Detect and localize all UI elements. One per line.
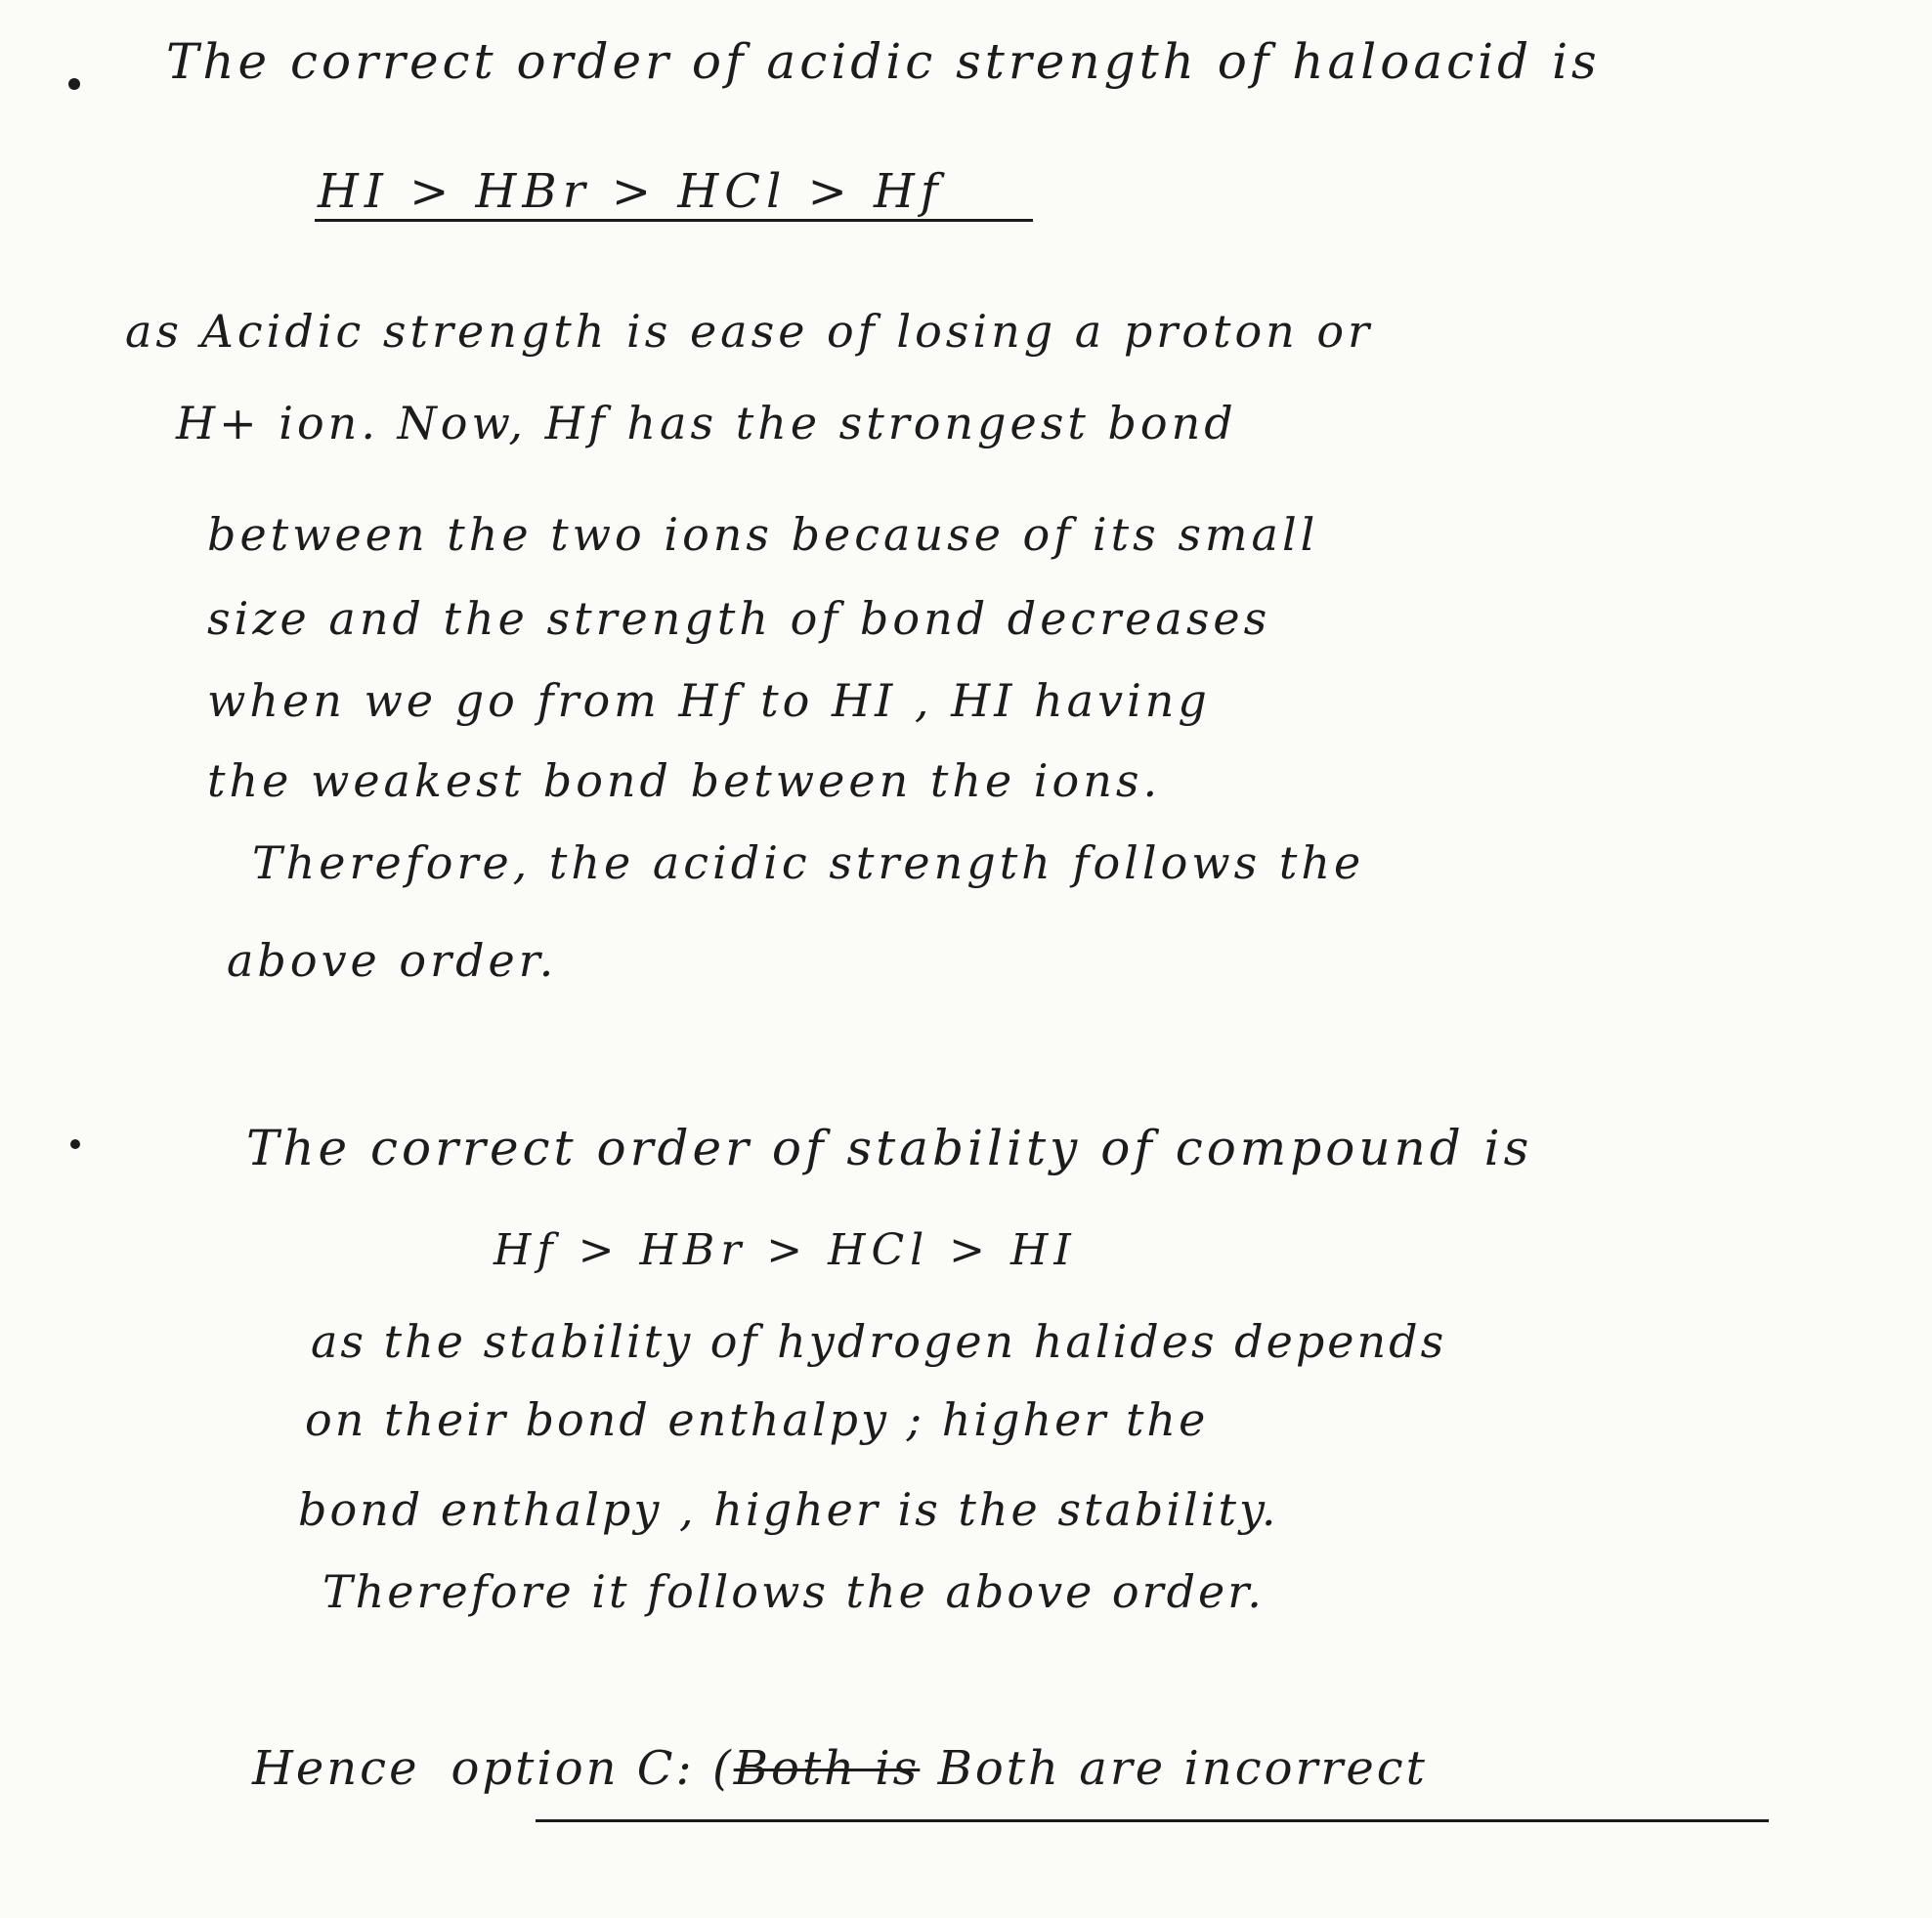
section2-heading: The correct order of stability of compound is xyxy=(246,1120,1533,1176)
section1-explanation-line-1: as Acidic strength is ease of losing a proton or xyxy=(125,305,1374,358)
section1-explanation-line-6: the weakest bond between the ions. xyxy=(207,754,1162,807)
section1-order-underline xyxy=(315,219,1033,222)
conclusion-answer: Both are incorrect xyxy=(937,1741,1428,1796)
section1-explanation-line-2: H+ ion. Now, Hf has the strongest bond xyxy=(176,397,1237,449)
conclusion-struck-text: Both is xyxy=(733,1741,921,1796)
bullet-point-2 xyxy=(70,1139,80,1149)
conclusion-line xyxy=(252,1741,1428,1796)
section2-explanation-line-3: bond enthalpy , higher is the stability. xyxy=(298,1483,1279,1536)
conclusion-underline xyxy=(536,1819,1769,1822)
section2-explanation-line-1: as the stability of hydrogen halides depends xyxy=(311,1315,1447,1368)
section1-explanation-line-5: when we go from Hf to HI , HI having xyxy=(207,674,1211,727)
section1-explanation-line-4: size and the strength of bond decreases xyxy=(207,592,1271,645)
section2-order: Hf > HBr > HCl > HI xyxy=(494,1225,1077,1275)
section2-explanation-line-4: Therefore it follows the above order. xyxy=(322,1565,1265,1618)
section1-heading: The correct order of acidic strength of haloacid is xyxy=(166,33,1601,90)
section1-explanation-line-3: between the two ions because of its small xyxy=(207,508,1319,561)
section1-order: HI > HBr > HCl > Hf xyxy=(318,164,944,219)
section2-explanation-line-2: on their bond enthalpy ; higher the xyxy=(305,1393,1209,1446)
conclusion-prefix: Hence xyxy=(252,1741,420,1796)
bullet-point-1 xyxy=(68,78,80,90)
section1-explanation-line-7: Therefore, the acidic strength follows the xyxy=(252,836,1365,889)
conclusion-option-label: option C: ( xyxy=(451,1741,734,1796)
section1-explanation-line-8: above order. xyxy=(227,934,558,987)
